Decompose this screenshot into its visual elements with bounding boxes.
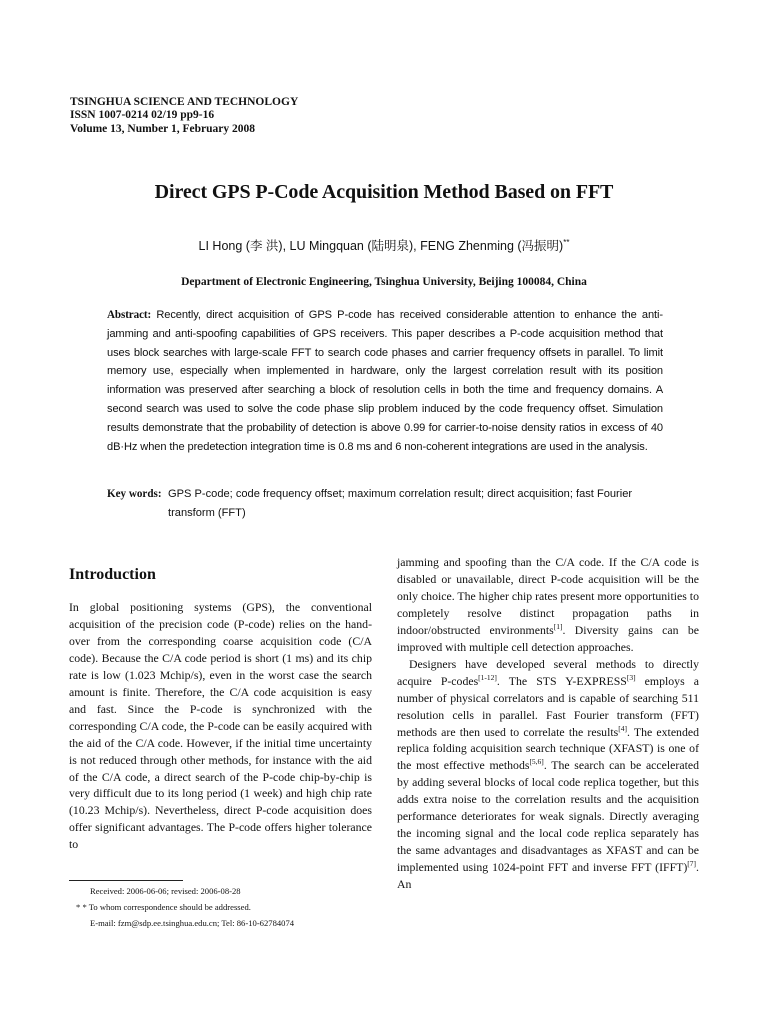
right-paragraph-1 (397, 554, 699, 656)
citation-ref: [4] (618, 723, 627, 733)
citation-ref: [3] (626, 672, 636, 682)
citation-ref: [1] (553, 621, 563, 631)
right-paragraph-2 (397, 656, 699, 893)
intro-paragraph-1: In global positioning systems (GPS), the conventional acquisition of the precision code (P-code) relies on the hand-over from the corresponding coarse acquisition code (C/A code). Because the C/A code period is short (1 ms) and its chip rate is low (1.023 Mchip/s), even in the worst case the search amount is finite. Therefore, the C/A code acquisition is easy and fast. Since the P-code is synchronized with the corresponding C/A code, the P-code can be easily acquired with the aid of the C/A code. However, if the initial time uncertainty is not reduced through other methods, for instance with the aid of the C/A code, a direct search of the P-code chip-by-chip is very difficult due to its long period (1 week) and high chip rate (10.23 Mchip/s). Nevertheless, direct P-code acquisition does offer significant advantages. The P-code offers higher tolerance to (69, 600, 372, 852)
paragraph-text: jamming and spoofing than the C/A code. If the C/A code is disabled or unavailable, direct P-code acquisition will be the only choice. The higher chip rates present more opportunities to completely resolve distinct propagation paths in indoor/obstructed environments (397, 555, 699, 637)
footnote-correspondence: * * To whom correspondence should be addressed. (76, 902, 251, 912)
abstract-label: Abstract: (107, 309, 152, 321)
citation-ref: [7] (687, 859, 697, 869)
journal-issn: ISSN 1007-0214 02/19 pp9-16 (70, 109, 215, 122)
keywords-text: GPS P-code; code frequency offset; maximum correlation result; direct acquisition; fast Fourier transform (FFT) (168, 488, 633, 519)
paragraph-text: Designers have developed several methods to directly acquire P-codes (397, 656, 699, 688)
abstract (107, 306, 663, 456)
keywords-label: Key words: (107, 488, 162, 500)
author-lu-mingquan: LU Mingquan (陆明泉), (289, 239, 421, 253)
paragraph-text: . The search can be accelerated by adding several blocks of local code replica together, but this adds extra noise to the correlation results and the acquisition performance deteriorates for weak signals. Directly averaging the incoming signal and the local code replica separately has the same advantages and disadvantages as XFAST and can be implemented using 1024-point FFT and inverse FFT (IFFT) (397, 758, 699, 875)
citation-ref: [5,6] (529, 757, 544, 767)
paper-title: Direct GPS P-Code Acquisition Method Based on FFT (154, 181, 614, 203)
citation-ref: [1-12] (478, 672, 497, 682)
paragraph-text: . Diversity gains can be improved with multiple cell detection approaches. (397, 622, 699, 654)
footnote-email: E-mail: fzm@sdp.ee.tsinghua.edu.cn; Tel: 86-10-62784074 (90, 918, 295, 928)
paragraph-text: . The STS Y-EXPRESS (496, 673, 627, 688)
paragraph-text: employs a number of physical correlators and is capable of searching 511 resolution cells in parallel. Fast Fourier transform (FFT) methods are then used to correlate the results (397, 673, 699, 739)
footnote-divider (69, 880, 183, 881)
left-column (69, 599, 372, 853)
footnote-received: Received: 2006-06-06; revised: 2006-08-28 (90, 886, 241, 896)
paragraph-text: . The extended replica folding acquisition search technique (XFAST) is one of the most effective methods (397, 724, 699, 773)
journal-header (70, 96, 298, 136)
journal-name: TSINGHUA SCIENCE AND TECHNOLOGY (70, 96, 299, 108)
journal-volume: Volume 13, Number 1, February 2008 (70, 122, 255, 135)
paragraph-text: . An (397, 860, 699, 892)
author-li-hong: LI Hong (李 洪), (198, 239, 290, 253)
abstract-text: Recently, direct acquisition of GPS P-code has received considerable attention to enhance the anti-jamming and anti-spoofing capabilities of GPS receivers. This paper describes a P-code acquisition method that uses block searches with large-scale FFT to search code phases and carrier frequency offsets in parallel. To limit memory use, especially when implemented in hardware, only the largest correlation result with its position information was preserved after searching a block of resolution cells in both the time and frequency domains. A second search was used to solve the code phase slip problem induced by the code frequency offset. Simulation results demonstrate that the probability of detection is above 0.99 for carrier-to-noise density ratios in excess of 40 dB·Hz when the predetection integration time is 0.8 ms and 6 non-coherent integrations are used in the analysis. (107, 309, 663, 453)
affiliation: Department of Electronic Engineering, Tsinghua University, Beijing 100084, China (181, 276, 587, 288)
section-heading-introduction: Introduction (69, 566, 156, 583)
keywords (107, 485, 667, 523)
right-column (397, 554, 699, 893)
author-feng-zhenming: FENG Zhenming (冯振明) (420, 239, 564, 253)
corresponding-author-mark: ** (563, 237, 570, 247)
author-line (0, 236, 768, 254)
